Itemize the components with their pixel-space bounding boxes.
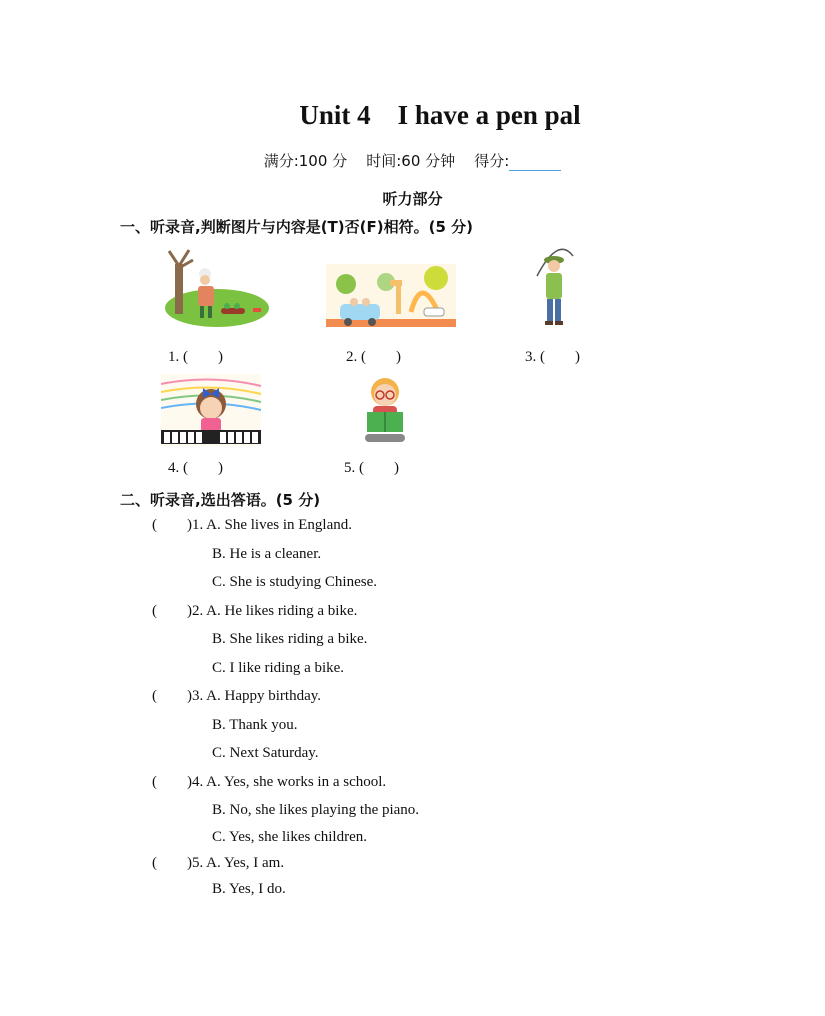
score-label: 得分: bbox=[474, 152, 510, 170]
question-2-option-b: B. She likes riding a bike. bbox=[212, 631, 368, 647]
question-1-option-b: B. He is a cleaner. bbox=[212, 546, 322, 562]
question-5-option-b: B. Yes, I do. bbox=[212, 881, 286, 897]
piano-girl-picture bbox=[161, 374, 261, 446]
question-3-option-c: C. Next Saturday. bbox=[212, 745, 319, 761]
section1-heading: 一、听录音,判断图片与内容是(T)否(F)相符。(5 分) bbox=[120, 218, 473, 236]
question-1-option-c: C. She is studying Chinese. bbox=[212, 574, 378, 590]
question-4-option-b: B. No, she likes playing the piano. bbox=[212, 802, 420, 818]
listening-part-title: 听力部分 bbox=[382, 190, 443, 208]
time-limit: 时间:60 分钟 bbox=[366, 152, 456, 170]
score-info bbox=[0, 150, 825, 171]
question-1-stem[interactable]: ( )1. A. She lives in England. bbox=[152, 517, 352, 533]
question-3-stem[interactable]: ( )3. A. Happy birthday. bbox=[152, 688, 321, 704]
question-2-option-c: C. I like riding a bike. bbox=[212, 660, 345, 676]
item-3-blank[interactable]: 3. ( ) bbox=[525, 349, 580, 365]
question-5-stem[interactable]: ( )5. A. Yes, I am. bbox=[152, 855, 285, 871]
fishing-man-picture bbox=[533, 246, 578, 330]
score-blank[interactable] bbox=[509, 156, 561, 171]
item-4-blank[interactable]: 4. ( ) bbox=[168, 460, 223, 476]
question-4-stem[interactable]: ( )4. A. Yes, she works in a school. bbox=[152, 774, 387, 790]
item-5-blank[interactable]: 5. ( ) bbox=[344, 460, 399, 476]
gardening-picture bbox=[165, 246, 270, 328]
full-score: 满分:100 分 bbox=[263, 152, 348, 170]
item-2-blank[interactable]: 2. ( ) bbox=[346, 349, 401, 365]
question-4-option-c: C. Yes, she likes children. bbox=[212, 829, 367, 845]
item-1-blank[interactable]: 1. ( ) bbox=[168, 349, 223, 365]
reading-boy-picture bbox=[361, 374, 409, 446]
page-title: Unit 4 I have a pen pal bbox=[299, 100, 581, 130]
question-2-stem[interactable]: ( )2. A. He likes riding a bike. bbox=[152, 603, 358, 619]
section2-heading: 二、听录音,选出答语。(5 分) bbox=[120, 491, 321, 509]
zoo-picture bbox=[326, 264, 456, 327]
question-3-option-b: B. Thank you. bbox=[212, 717, 298, 733]
